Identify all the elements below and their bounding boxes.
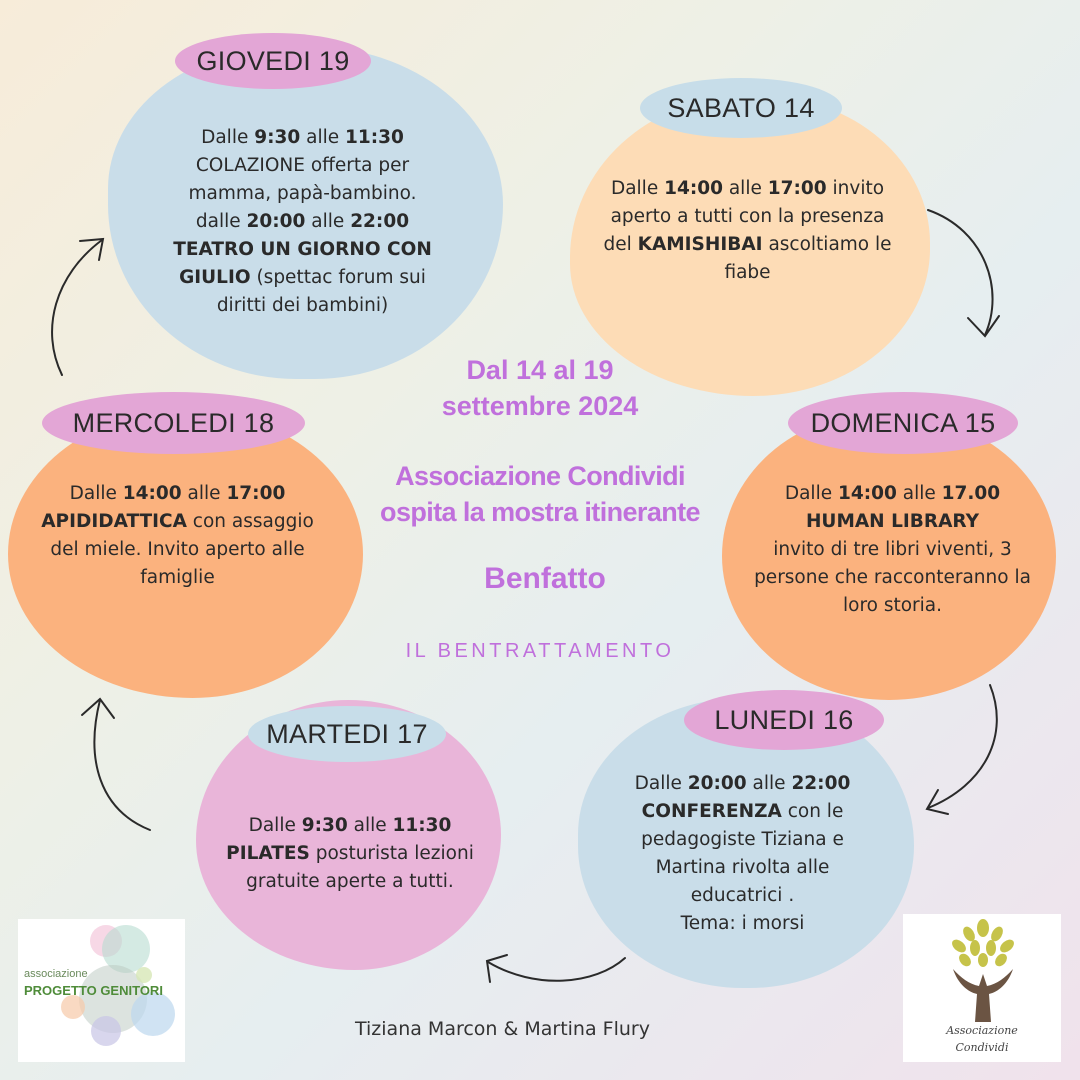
- association-intro-line1: Associazione Condividi: [395, 461, 685, 491]
- description-line: HUMAN LIBRARY: [805, 511, 980, 532]
- description-line: mamma, papà-bambino.: [188, 183, 417, 204]
- description-line: famiglie: [140, 567, 215, 588]
- logo-progetto-genitori: [18, 919, 185, 1062]
- arrow-sabato-to-domenica: [928, 210, 993, 335]
- description-line: pedagogiste Tiziana e: [641, 829, 844, 850]
- description-line: COLAZIONE offerta per: [195, 155, 410, 176]
- description-line: loro storia.: [842, 595, 943, 616]
- arrow-sabato-to-domenica-head: [968, 316, 999, 336]
- arrow-lunedi-to-martedi-head: [487, 955, 507, 982]
- description-line: Dalle 9:30 alle 11:30: [201, 127, 404, 148]
- description-line: dalle 20:00 alle 22:00: [195, 211, 410, 232]
- sabato-day-label: SABATO 14: [640, 78, 842, 138]
- description-line: educatrici .: [690, 885, 795, 906]
- description-line: Dalle 14:00 alle 17:00: [69, 483, 286, 504]
- description-line: fiabe: [724, 262, 771, 283]
- description-line: Tema: i morsi: [680, 913, 805, 934]
- description-line: TEATRO UN GIORNO CON: [173, 239, 432, 260]
- logo-associazione-condividi: [903, 914, 1061, 1062]
- domenica-day-label: DOMENICA 15: [788, 392, 1018, 454]
- description-line: del miele. Invito aperto alle: [50, 539, 305, 560]
- description-line: CONFERENZA con le: [641, 801, 844, 822]
- description-line: Dalle 20:00 alle 22:00: [634, 773, 851, 794]
- description-line: Dalle 9:30 alle 11:30: [248, 815, 452, 836]
- arrow-martedi-to-mercoledi: [94, 700, 150, 830]
- description-line: del KAMISHIBAI ascoltiamo le: [603, 234, 892, 255]
- description-line: PILATES posturista lezioni: [226, 843, 474, 864]
- description-line: invito di tre libri viventi, 3: [773, 539, 1012, 560]
- exhibition-title: Benfatto: [484, 562, 606, 595]
- description-line: Dalle 14:00 alle 17.00: [784, 483, 1001, 504]
- description-line: GIULIO (spettac forum sui: [179, 267, 426, 288]
- lunedi-day-label: LUNEDI 16: [684, 690, 884, 750]
- logo-left-line1: associazione: [24, 968, 88, 980]
- description-line: Martina rivolta alle: [655, 857, 830, 878]
- description-line: persone che racconteranno la: [754, 567, 1031, 588]
- martedi-day-label: MARTEDI 17: [248, 706, 446, 762]
- description-line: aperto a tutti con la presenza: [610, 206, 885, 227]
- association-intro-line2: ospita la mostra itinerante: [380, 497, 700, 527]
- giovedi-day-label: GIOVEDI 19: [175, 33, 371, 89]
- tree-hands-icon: [903, 914, 1061, 1062]
- logo-left-line2: PROGETTO GENITORI: [24, 983, 163, 998]
- logo-right-line2: Condividi: [955, 1041, 1009, 1054]
- exhibition-subtitle: IL BENTRATTAMENTO: [405, 640, 675, 662]
- mercoledi-day-label: MERCOLEDI 18: [42, 392, 305, 454]
- organizers-credit: Tiziana Marcon & Martina Flury: [355, 1018, 650, 1040]
- arrow-mercoledi-to-giovedi: [52, 240, 102, 375]
- event-dates-line2: settembre 2024: [441, 391, 639, 421]
- arrow-domenica-to-lunedi-head: [927, 790, 948, 814]
- logo-right-line1: Associazione: [946, 1024, 1018, 1037]
- description-line: diritti dei bambini): [216, 295, 389, 316]
- arrow-lunedi-to-martedi: [488, 958, 625, 981]
- event-dates-line1: Dal 14 al 19: [466, 355, 614, 385]
- description-line: gratuite aperte a tutti.: [246, 871, 454, 892]
- description-line: APIDIDATTICA con assaggio: [41, 511, 314, 532]
- description-line: Dalle 14:00 alle 17:00 invito: [610, 178, 885, 199]
